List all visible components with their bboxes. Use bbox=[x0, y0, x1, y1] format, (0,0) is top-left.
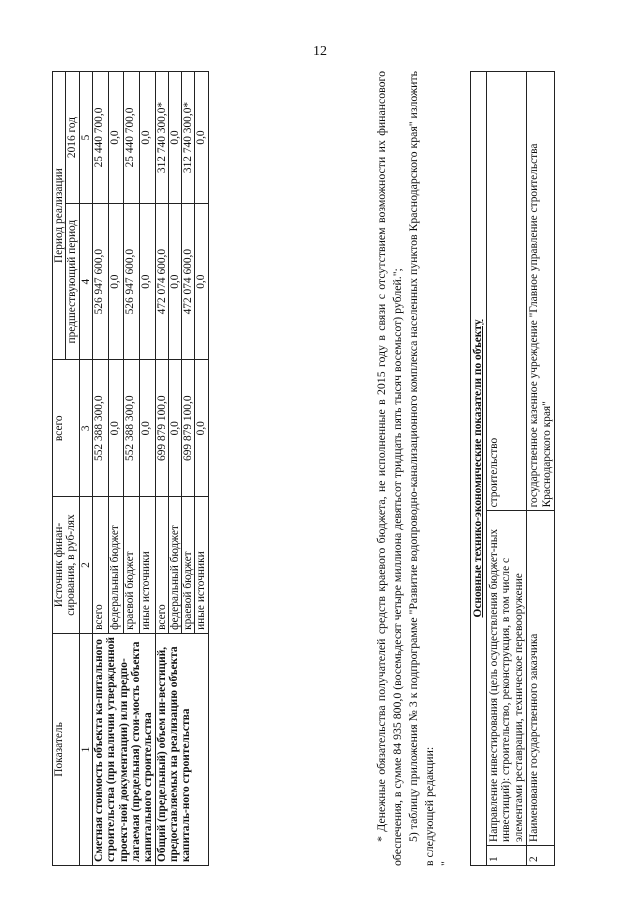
paragraph-5: 5) таблицу приложения № 3 к подпрограмме "Развитие водопроводно-канализационного комплекса населенных пунктов Краснодарского края" изложить в следующей редакции: bbox=[405, 71, 436, 866]
y2016-cell: 0,0 bbox=[139, 72, 155, 204]
rotated-content bbox=[52, 71, 597, 866]
col-num: 1 bbox=[79, 633, 92, 865]
text-block bbox=[374, 71, 454, 866]
y2016-cell: 25 440 700,0 bbox=[92, 72, 108, 204]
indicators-table bbox=[470, 71, 555, 866]
previous-cell: 472 074 600,0 bbox=[155, 203, 168, 359]
footnote: * Денежные обязательства получателей средств краевого бюджета, не исполненные в 2015 году в связи с отсутствием возможности их финансового обеспечения, в сумме 84 935 800,0 (восемьдесят четыре миллиона девятьсот тридцать пять тысяч восемьсот) рублей."; bbox=[374, 71, 404, 866]
opening-quote: " bbox=[437, 861, 452, 866]
total-cell: 552 388 300,0 bbox=[124, 360, 140, 497]
header-2016: 2016 год bbox=[66, 72, 79, 204]
funding-table bbox=[52, 71, 209, 866]
row-value: строительство bbox=[486, 72, 527, 511]
previous-cell: 0,0 bbox=[168, 203, 181, 359]
page-number: 12 bbox=[313, 44, 327, 59]
y2016-cell: 0,0 bbox=[168, 72, 181, 204]
header-indicator: Показатель bbox=[53, 633, 80, 865]
total-cell: 699 879 100,0 bbox=[182, 360, 195, 497]
row-number: 1 bbox=[486, 846, 527, 866]
total-cell: 552 388 300,0 bbox=[92, 360, 108, 497]
col-num: 4 bbox=[79, 203, 92, 359]
y2016-cell: 312 740 300,0* bbox=[155, 72, 168, 204]
previous-cell: 0,0 bbox=[195, 203, 208, 359]
previous-cell: 526 947 600,0 bbox=[124, 203, 140, 359]
previous-cell: 526 947 600,0 bbox=[92, 203, 108, 359]
y2016-cell: 0,0 bbox=[108, 72, 124, 204]
indicators-header: Основные технико-экономические показатели по объекту bbox=[471, 72, 487, 866]
previous-cell: 0,0 bbox=[139, 203, 155, 359]
row-label: Направление инвестирования (цель осуществления бюджет-ных инвестиций): строительство, реконструкция, в том числе с элементами реставрации, техническое перевооружение bbox=[486, 511, 527, 846]
source-cell: всего bbox=[92, 497, 108, 634]
source-cell: всего bbox=[155, 497, 168, 634]
header-source: Источник финан-сирования, в руб-лях bbox=[53, 497, 80, 634]
col-num: 2 bbox=[79, 497, 92, 634]
previous-cell: 472 074 600,0 bbox=[182, 203, 195, 359]
total-cell: 699 879 100,0 bbox=[155, 360, 168, 497]
source-cell: краевой бюджет bbox=[124, 497, 140, 634]
source-cell: краевой бюджет bbox=[182, 497, 195, 634]
total-cell: 0,0 bbox=[108, 360, 124, 497]
y2016-cell: 312 740 300,0* bbox=[182, 72, 195, 204]
source-cell: иные источники bbox=[195, 497, 208, 634]
y2016-cell: 0,0 bbox=[195, 72, 208, 204]
row-value: государственное казенное учреждение "Главное управление строительства Краснодарского края" bbox=[527, 72, 555, 511]
row-label: Наименование государственного заказчика bbox=[527, 511, 555, 846]
source-cell: федеральный бюджет bbox=[108, 497, 124, 634]
group-label-estimated-cost: Сметная стоимость объекта ка-питального строительства (при наличии утвержденной проект-ной документации) или предпо-лагаемая (предельная) стои-мость объекта капитального строительства bbox=[92, 633, 155, 865]
total-cell: 0,0 bbox=[195, 360, 208, 497]
y2016-cell: 25 440 700,0 bbox=[124, 72, 140, 204]
row-number: 2 bbox=[527, 846, 555, 866]
source-cell: иные источники bbox=[139, 497, 155, 634]
col-num: 3 bbox=[79, 360, 92, 497]
header-total: всего bbox=[53, 360, 80, 497]
total-cell: 0,0 bbox=[139, 360, 155, 497]
total-cell: 0,0 bbox=[168, 360, 181, 497]
group-label-investment-volume: Общий (предельный) объем ин-вестиций, предоставляемых на реализацию объекта капиталь-ного строительства bbox=[155, 633, 208, 865]
source-cell: федеральный бюджет bbox=[168, 497, 181, 634]
header-previous: предшествующий период bbox=[66, 203, 79, 359]
col-num: 5 bbox=[79, 72, 92, 204]
header-period: Период реализации bbox=[53, 72, 66, 360]
previous-cell: 0,0 bbox=[108, 203, 124, 359]
